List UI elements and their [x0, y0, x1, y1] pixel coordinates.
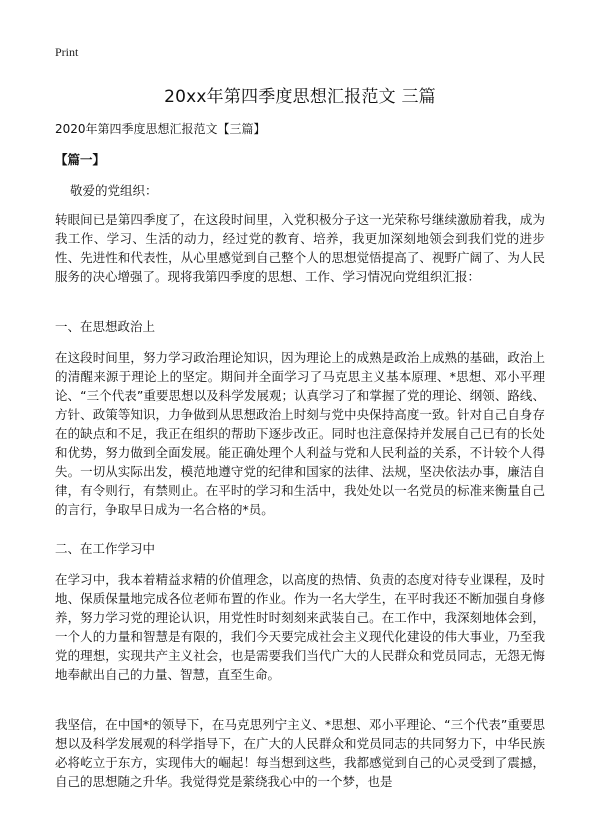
heading-political: 一、在思想政治上 — [55, 319, 156, 334]
paragraph-political: 在这段时间里，努力学习政治理论知识，因为理论上的成熟是政治上成熟的基础，政治上的清醒来源于理论上的坚定。期间并全面学习了马克思主义基本原理、*思想、邓小平理论、“三个代表”重要思想以及科学发展观；认真学习了和掌握了党的理论、纲领、路线、方针、政策等知识，力争做到从思想政治上时刻与党中央保持高度一致。针对自己自身存在的缺点和不足，我正在组织的帮助下逐步改正。同时也注意保持并发展自己已有的长处和优势，努力做到全面发展。能正确处理个人利益与党和人民利益的关系，不计较个人得失。一切从实际出发，模范地遵守党的纪律和国家的法律、法规，坚决依法办事，廉洁自律，有令则行，有禁则止。在平时的学习和生活中，我处处以一名党员的标准来衡量自己的言行，争取早日成为一名合格的*员。 — [55, 350, 545, 517]
document-subtitle: 2020年第四季度思想汇报范文【三篇】 — [55, 122, 266, 136]
paragraph-intro: 转眼间已是第四季度了，在这段时间里，入党积极分子这一光荣称号继续激励着我，成为我工作、学习、生活的动力，经过党的教育、培养，我更加深刻地领会到我们党的进步性、先进性和代表性，从心里感觉到自己整个人的思想觉悟提高了、视野广阔了、为人民服务的决心增强了。现将我第四季度的思想、工作、学习情况向党组织汇报： — [55, 212, 545, 284]
print-label: Print — [55, 45, 79, 59]
page-title: 20xx年第四季度思想汇报范文 三篇 — [164, 87, 436, 107]
greeting: 敬爱的党组织： — [70, 183, 158, 198]
paragraph-belief: 我坚信，在中国*的领导下，在马克思列宁主义、*思想、邓小平理论、“三个代表”重要思想以及科学发展观的科学指导下，在广大的人民群众和党员同志的共同努力下，中华民族必将屹立于东方，实现伟大的崛起！每当想到这些，我都感觉到自己的心灵受到了震撼，自己的思想随之升华。我觉得党是萦绕我心中的一个梦，也是 — [55, 717, 545, 789]
section-mark: 【篇一】 — [55, 152, 106, 167]
heading-work-study: 二、在工作学习中 — [55, 541, 156, 556]
paragraph-work-study: 在学习中，我本着精益求精的价值理念，以高度的热情、负责的态度对待专业课程，及时地、保质保量地完成各位老师布置的作业。作为一名大学生，在平时我还不断加强自身修养，努力学习党的理论认识，用党性时时刻刻来武装自己。在工作中，我深刻地体会到，一个人的力量和智慧是有限的，我们今天要完成社会主义现代化建设的伟大事业，乃至我党的理想，实现共产主义社会，也是需要我们当代广大的人民群众和党员同志，无怨无悔地奉献出自己的力量、智慧，直至生命。 — [55, 572, 545, 682]
